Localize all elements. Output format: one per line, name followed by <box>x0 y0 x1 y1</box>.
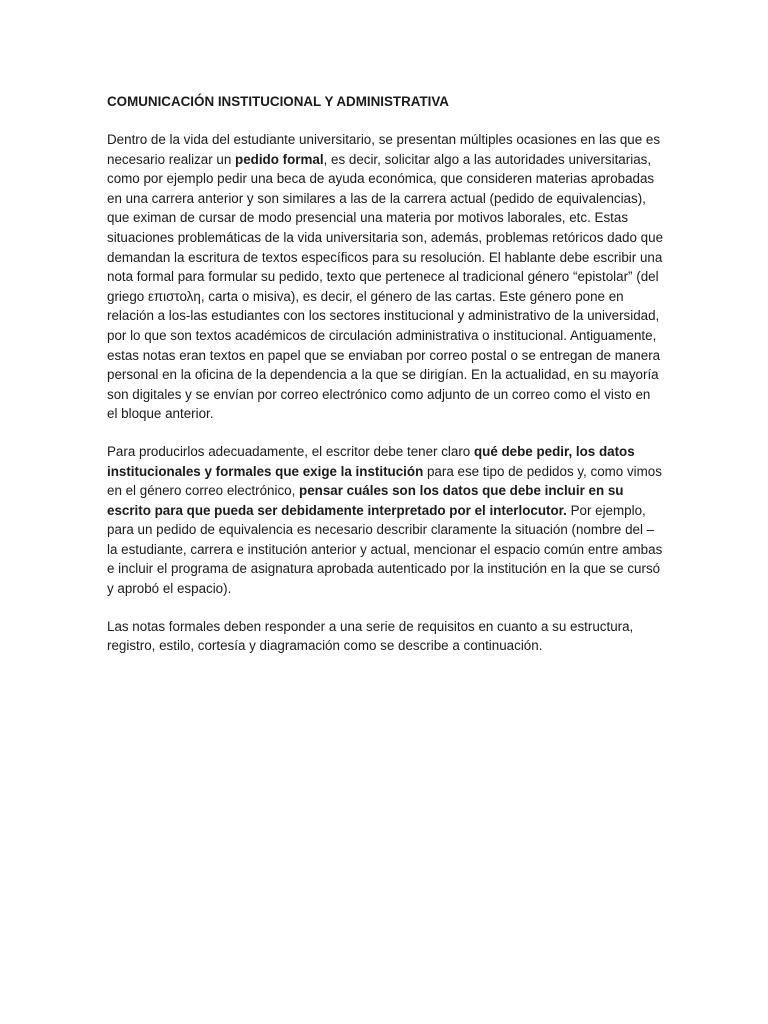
document-title: COMUNICACIÓN INSTITUCIONAL Y ADMINISTRATIVA <box>107 94 449 109</box>
paragraph-3-text: Las notas formales deben responder a una serie de requisitos en cuanto a su estructura, registro, estilo, cortesía y diagramación como se describe a continuación. <box>107 618 634 654</box>
paragraph-1 <box>107 130 663 424</box>
paragraph-2-text: para ese tipo de pedidos y, como vimos en el género correo electrónico, <box>107 463 662 499</box>
paragraph-2-text: Para producirlos adecuadamente, el escritor debe tener claro <box>107 443 474 459</box>
paragraph-2 <box>107 442 663 599</box>
paragraph-2-bold-text: qué debe pedir, los datos institucionales y formales que exige la institución <box>107 443 635 479</box>
document-page <box>107 92 663 674</box>
paragraph-1-text: Dentro de la vida del estudiante universitario, se presentan múltiples ocasiones en las que es necesario realizar un <box>107 132 661 167</box>
paragraph-1-text: , es decir, solicitar algo a las autoridades universitarias, como por ejemplo pedir una beca de ayuda económica, que consideren materias aprobadas en una carrera anterior y son similares a las de la carrera actual (pedido de equivalencias), que eximan de cursar de modo presencial una materia por motivos laborales, etc. Estas situaciones problemáticas de la vida universitaria son, además, problemas retóricos dado que demandan la escritura de textos específicos para su resolución. El hablante debe escribir una nota formal para formular su pedido, texto que pertenece al tradicional género “epistolar” (del griego επιστολη, carta o misiva), es decir, el género de las cartas. Este género pone en relación a los-las estudiantes con los sectores institucional y administrativo de la universidad, por lo que son textos académicos de circulación administrativa o institucional. Antiguamente, estas notas eran textos en papel que se enviaban por correo postal o se entregan de manera personal en la oficina de la dependencia a la que se dirigían. En la actualidad, en su mayoría son digitales y se envían por correo electrónico como adjunto de un correo como el visto en el bloque anterior. <box>107 151 664 422</box>
paragraph-1-bold-text: pedido formal <box>235 151 324 167</box>
paragraph-3 <box>107 617 663 656</box>
paragraph-2-bold-text: pensar cuáles son los datos que debe incluir en su escrito para que pueda ser debidamente interpretado por el interlocutor. <box>107 483 624 518</box>
paragraph-2-text: Por ejemplo, para un pedido de equivalencia es necesario describir claramente la situación (nombre del –la estudiante, carrera e institución anterior y actual, mencionar el espacio común entre ambas e incluir el programa de asignatura aprobada autenticado por la institución en la que se cursó y aprobó el espacio). <box>107 502 663 597</box>
